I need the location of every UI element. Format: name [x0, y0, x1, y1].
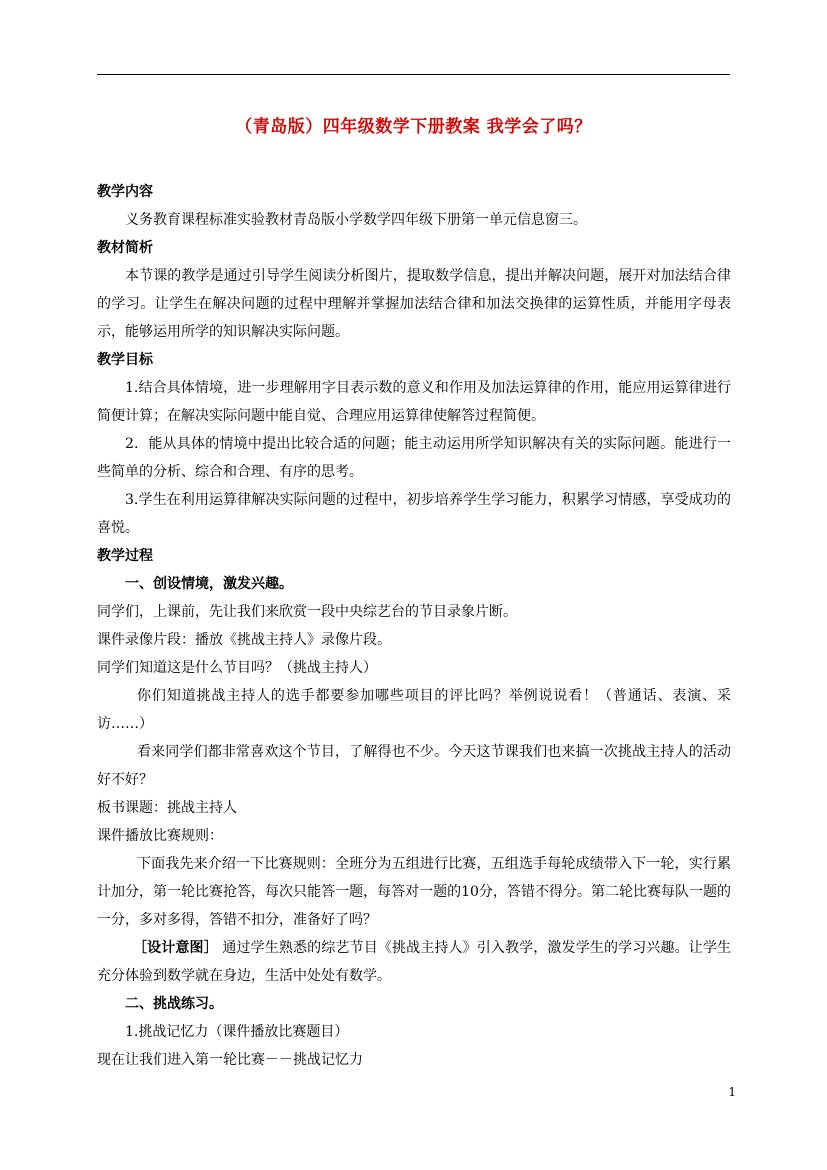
- section-heading-goals: 教学目标: [97, 352, 153, 368]
- design-intent-text: 通过学生熟悉的综艺节目《挑战主持人》引入教学，激发学生的学习兴趣。让学生充分体验到数学就在身边，生活中处处有数学。: [97, 940, 732, 984]
- paragraph: 同学们，上课前，先让我们来欣赏一段中央综艺台的节目录象片断。: [97, 604, 517, 620]
- paragraph: 本节课的教学是通过引导学生阅读分析图片，提取数学信息，提出并解决问题，展开对加法结合律的学习。让学生在解决问题的过程中理解并掌握加法结合律和加法交换律的运算性质，并能用字母表示，能够运用所学的知识解决实际问题。: [97, 268, 731, 340]
- page-number: 1: [728, 1085, 736, 1099]
- header-rule: [97, 74, 730, 75]
- paragraph: 你们知道挑战主持人的选手都要参加哪些项目的评比吗？举例说说看！（普通话、表演、采访……）: [97, 688, 731, 732]
- goal-item: 1.结合具体情境，进一步理解用字目表示数的意义和作用及加法运算律的作用，能应用运算律进行简便计算；在解决实际问题中能自觉、合理应用运算律使解答过程简便。: [97, 380, 731, 424]
- paragraph: 课件播放比赛规则：: [97, 828, 223, 844]
- design-intent-label: ［设计意图］: [133, 940, 218, 956]
- section-heading-analysis: 教材简析: [97, 240, 153, 256]
- paragraph: 1.挑战记忆力（课件播放比赛题目）: [125, 1024, 349, 1040]
- goal-item: 3.学生在利用运算律解决实际问题的过程中，初步培养学生学习能力，积累学习情感，享受成功的喜悦。: [97, 492, 731, 536]
- paragraph: 板书课题：挑战主持人: [97, 800, 237, 816]
- step-heading: 一、创设情境，激发兴趣。: [125, 576, 293, 592]
- step-heading: 二、挑战练习。: [125, 996, 223, 1012]
- paragraph: 下面我先来介绍一下比赛规则：全班分为五组进行比赛，五组选手每轮成绩带入下一轮，实行累计加分，第一轮比赛抢答，每次只能答一题，每答对一题的10分，答错不得分。第二轮比赛每队一题的一分，多对多得，答错不扣分，准备好了吗？: [97, 856, 731, 928]
- paragraph: 课件录像片段：播放《挑战主持人》录像片段。: [97, 632, 391, 648]
- paragraph: 看来同学们都非常喜欢这个节目，了解得也不少。今天这节课我们也来搞一次挑战主持人的活动好不好？: [97, 744, 731, 788]
- paragraph: 义务教育课程标准实验教材青岛版小学数学四年级下册第一单元信息窗三。: [125, 212, 587, 228]
- section-heading-content: 教学内容: [97, 184, 153, 200]
- paragraph: 同学们知道这是什么节目吗？（挑战主持人）: [97, 660, 377, 676]
- document-body: [97, 178, 731, 1074]
- document-title: （青岛版）四年级数学下册教案 我学会了吗？: [235, 117, 592, 137]
- section-heading-process: 教学过程: [97, 548, 153, 564]
- goal-item: 2．能从具体的情境中提出比较合适的问题；能主动运用所学知识解决有关的实际问题。能进行一些简单的分析、综合和合理、有序的思考。: [97, 436, 731, 480]
- paragraph: 现在让我们进入第一轮比赛－－挑战记忆力: [97, 1052, 363, 1068]
- design-intent-paragraph: [97, 934, 731, 990]
